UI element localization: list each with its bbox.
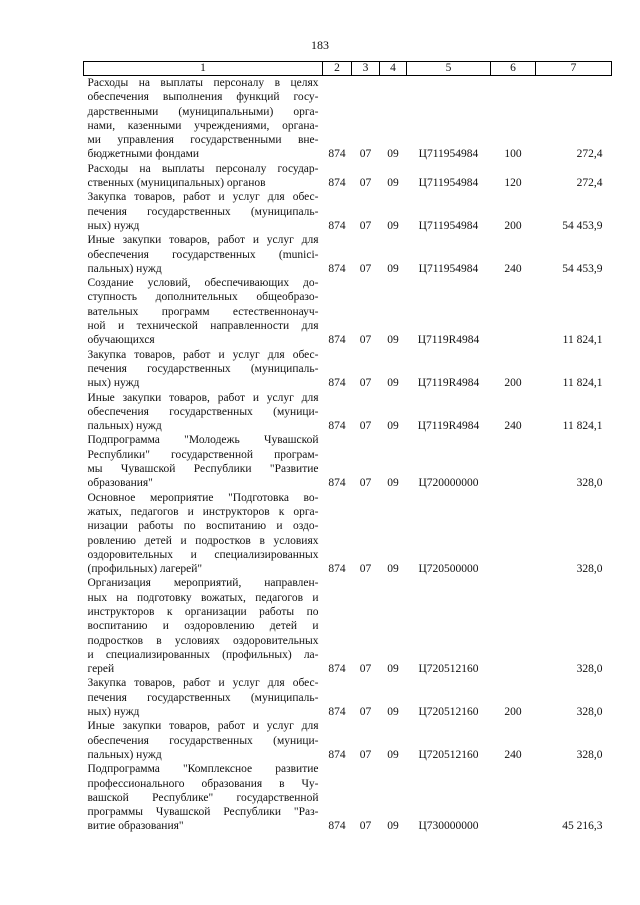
row-description — [84, 233, 323, 276]
section-code: 07 — [359, 477, 372, 490]
expense-type-code: 200 — [504, 377, 522, 390]
description-line: Иные закупки товаров, работ и услуг для — [87, 234, 319, 247]
table-row — [84, 233, 612, 276]
description-line: Иные закупки товаров, работ и услуг для — [87, 391, 319, 404]
description-line: печения государственных (муниципаль- — [87, 691, 319, 704]
description-line: вашской Республике" государственной — [87, 791, 319, 804]
row-description — [84, 762, 323, 833]
expense-type-code: 240 — [504, 748, 522, 761]
description-line: ственных (муниципальных) органов — [87, 177, 266, 190]
description-line: воспитанию и оздоровлению детей и — [87, 620, 319, 633]
section-code: 07 — [359, 706, 372, 719]
description-line: обеспечения государственных (муници- — [87, 734, 319, 747]
section-code: 07 — [359, 148, 372, 161]
amount-value: 328,0 — [576, 563, 603, 576]
description-line: Расходы на выплаты персоналу государ- — [87, 162, 319, 175]
description-line: Подпрограмма "Комплексное развитие — [87, 763, 319, 776]
table-row — [84, 76, 612, 162]
table-row — [84, 190, 612, 233]
table-row — [84, 162, 612, 191]
section-code: 07 — [359, 262, 372, 275]
description-line: профессионального образования в Чу- — [87, 777, 319, 790]
description-line: обеспечения государственных (munici- — [87, 248, 319, 261]
amount-value: 11 824,1 — [562, 334, 603, 347]
expense-type-code — [491, 433, 536, 490]
subsection-code: 09 — [387, 262, 399, 275]
section-code: 07 — [359, 748, 372, 761]
amount-value: 54 453,9 — [562, 262, 603, 275]
expense-type-code — [491, 276, 536, 347]
table-row — [84, 276, 612, 347]
subsection-code: 09 — [387, 563, 399, 576]
column-header: 6 — [491, 62, 536, 76]
description-line: ступность дополнительных общеобразо- — [87, 291, 319, 304]
target-article-code: Ц730000000 — [418, 820, 479, 833]
table-row — [84, 433, 612, 490]
target-article-code: Ц720512160 — [418, 706, 479, 719]
row-description — [84, 676, 323, 719]
column-header: 5 — [407, 62, 491, 76]
table-row — [84, 676, 612, 719]
description-line: Республики" государственной програм- — [87, 448, 319, 461]
description-line: витие образования" — [87, 820, 184, 833]
description-line: (профильных) лагерей" — [87, 563, 203, 576]
expense-type-code: 200 — [504, 706, 522, 719]
ministry-code: 874 — [328, 706, 346, 719]
subsection-code: 09 — [387, 377, 399, 390]
description-line: мы Чувашской Республики "Развитие — [87, 463, 319, 476]
ministry-code: 874 — [328, 563, 346, 576]
section-code: 07 — [359, 663, 372, 676]
row-description — [84, 76, 323, 162]
description-line: Закупка товаров, работ и услуг для обес- — [87, 677, 319, 690]
description-line: Расходы на выплаты персоналу в целях — [87, 77, 319, 89]
column-header: 3 — [352, 62, 380, 76]
description-line: Иные закупки товаров, работ и услуг для — [87, 720, 319, 733]
subsection-code: 09 — [387, 148, 399, 161]
table-row — [84, 491, 612, 577]
amount-value: 272,4 — [576, 177, 603, 190]
ministry-code: 874 — [328, 420, 346, 433]
description-line: ной и технической направленности для — [87, 320, 319, 333]
expense-type-code: 200 — [504, 219, 522, 232]
column-header: 1 — [84, 62, 323, 76]
target-article-code: Ц7119R4984 — [417, 334, 480, 347]
section-code: 07 — [359, 377, 372, 390]
subsection-code: 09 — [387, 706, 399, 719]
target-article-code: Ц7119R4984 — [417, 420, 480, 433]
description-line: Создание условий, обеспечивающих до- — [87, 277, 319, 290]
expense-type-code — [491, 762, 536, 833]
target-article-code: Ц711954984 — [418, 219, 479, 232]
description-line: Организация мероприятий, направлен- — [87, 577, 319, 590]
row-description — [84, 190, 323, 233]
subsection-code: 09 — [387, 748, 399, 761]
description-line: вательных программ естественнонауч- — [87, 305, 319, 318]
target-article-code: Ц711954984 — [418, 177, 479, 190]
amount-value: 45 216,3 — [562, 820, 603, 833]
expense-type-code: 240 — [504, 262, 522, 275]
subsection-code: 09 — [387, 334, 399, 347]
target-article-code: Ц720500000 — [418, 563, 479, 576]
expense-type-code: 120 — [504, 177, 522, 190]
ministry-code: 874 — [328, 177, 346, 190]
description-line: низации работы по воспитанию и оздо- — [87, 520, 319, 533]
description-line: образования" — [87, 477, 153, 490]
description-line: печения государственных (муниципаль- — [87, 205, 319, 218]
description-line: дарственными (муниципальными) орга- — [87, 105, 319, 118]
amount-value: 54 453,9 — [562, 219, 603, 232]
description-line: бюджетными фондами — [87, 148, 200, 161]
description-line: печения государственных (муниципаль- — [87, 362, 319, 375]
ministry-code: 874 — [328, 820, 346, 833]
ministry-code: 874 — [328, 148, 346, 161]
column-header: 4 — [380, 62, 407, 76]
ministry-code: 874 — [328, 219, 346, 232]
section-code: 07 — [359, 420, 372, 433]
section-code: 07 — [359, 563, 372, 576]
description-line: ных) нужд — [87, 706, 140, 719]
table-row — [84, 762, 612, 833]
description-line: программы Чувашской Республики "Раз- — [87, 806, 319, 819]
description-line: подростков в условиях оздоровительных — [87, 634, 319, 647]
description-line: ми управления государственными вне- — [87, 134, 319, 147]
description-line: и специализированных (профильных) ла- — [87, 648, 319, 661]
description-line: Закупка товаров, работ и услуг для обес- — [87, 191, 319, 204]
description-line: ных на подготовку вожатых, педагогов и — [87, 591, 319, 604]
description-line: ровлению детей и подростков в условиях — [87, 534, 319, 547]
row-description — [84, 391, 323, 434]
ministry-code: 874 — [328, 663, 346, 676]
section-code: 07 — [359, 820, 372, 833]
amount-value: 272,4 — [576, 148, 603, 161]
column-header: 2 — [323, 62, 352, 76]
table-row — [84, 719, 612, 762]
expense-type-code: 100 — [504, 148, 522, 161]
ministry-code: 874 — [328, 334, 346, 347]
budget-table — [83, 61, 612, 834]
table-row — [84, 576, 612, 676]
section-code: 07 — [359, 177, 372, 190]
expense-type-code: 240 — [504, 420, 522, 433]
amount-value: 328,0 — [576, 706, 603, 719]
table-row — [84, 348, 612, 391]
description-line: обеспечения выполнения функций госу- — [87, 91, 319, 104]
description-line: ных) нужд — [87, 377, 140, 390]
row-description — [84, 491, 323, 577]
expense-type-code — [491, 491, 536, 577]
table-body — [84, 76, 612, 834]
description-line: обучающихся — [87, 334, 155, 347]
description-line: Закупка товаров, работ и услуг для обес- — [87, 348, 319, 361]
subsection-code: 09 — [387, 663, 399, 676]
amount-value: 11 824,1 — [562, 420, 603, 433]
page-number: 183 — [311, 38, 329, 52]
description-line: ных) нужд — [87, 219, 140, 232]
description-line: жатых, педагогов и инструкторов к орга- — [87, 505, 319, 518]
target-article-code: Ц7119R4984 — [417, 377, 480, 390]
description-line: нами, казенными учреждениями, органа- — [87, 119, 319, 132]
description-line: Подпрограмма "Молодежь Чувашской — [87, 434, 319, 447]
description-line: оздоровительных и специализированных — [87, 548, 319, 561]
row-description — [84, 162, 323, 191]
ministry-code: 874 — [328, 262, 346, 275]
amount-value: 328,0 — [576, 663, 603, 676]
amount-value: 328,0 — [576, 748, 603, 761]
row-description — [84, 348, 323, 391]
ministry-code: 874 — [328, 377, 346, 390]
subsection-code: 09 — [387, 420, 399, 433]
description-line: обеспечения государственных (муници- — [87, 405, 319, 418]
description-line: герей — [87, 663, 115, 676]
target-article-code: Ц720000000 — [418, 477, 479, 490]
amount-value: 328,0 — [576, 477, 603, 490]
description-line: пальных) нужд — [87, 262, 162, 275]
row-description — [84, 719, 323, 762]
subsection-code: 09 — [387, 820, 399, 833]
expense-type-code — [491, 576, 536, 676]
description-line: инструкторов к организации работы по — [87, 605, 319, 618]
table-header-row — [84, 62, 612, 76]
description-line: пальных) нужд — [87, 420, 162, 433]
ministry-code: 874 — [328, 477, 346, 490]
amount-value: 11 824,1 — [562, 377, 603, 390]
target-article-code: Ц720512160 — [418, 748, 479, 761]
row-description — [84, 276, 323, 347]
description-line: пальных) нужд — [87, 748, 162, 761]
subsection-code: 09 — [387, 477, 399, 490]
row-description — [84, 576, 323, 676]
target-article-code: Ц711954984 — [418, 148, 479, 161]
target-article-code: Ц711954984 — [418, 262, 479, 275]
row-description — [84, 433, 323, 490]
description-line: Основное мероприятие "Подготовка во- — [87, 491, 319, 504]
target-article-code: Ц720512160 — [418, 663, 479, 676]
column-header: 7 — [536, 62, 612, 76]
section-code: 07 — [359, 334, 372, 347]
subsection-code: 09 — [387, 177, 399, 190]
subsection-code: 09 — [387, 219, 399, 232]
section-code: 07 — [359, 219, 372, 232]
table-row — [84, 391, 612, 434]
ministry-code: 874 — [328, 748, 346, 761]
